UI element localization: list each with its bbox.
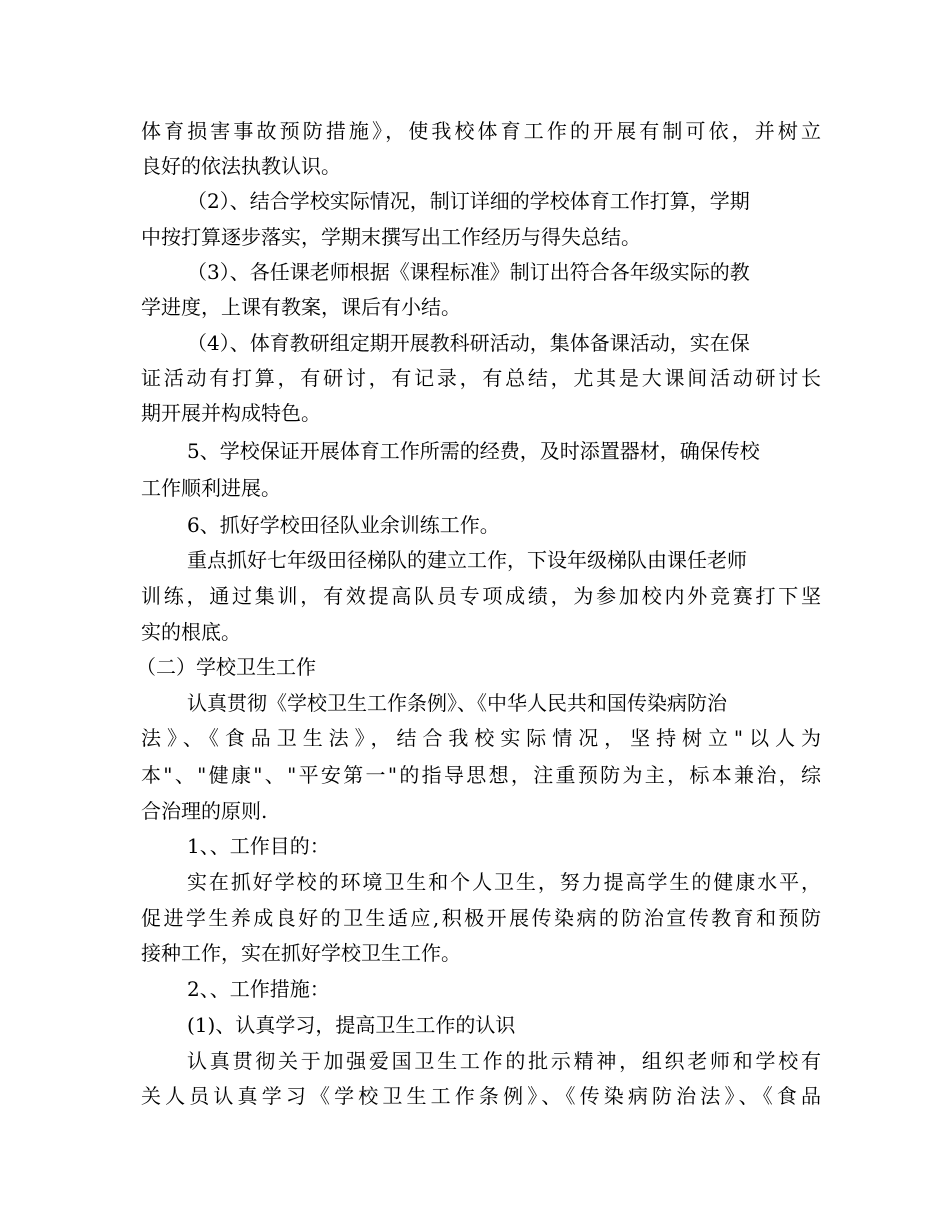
text-line: 本"、"健康"、"平安第一"的指导思想，注重预防为主，标本兼治，综 [141, 763, 821, 787]
text-line: (1)、认真学习，提高卫生工作的认识 [187, 1013, 516, 1037]
text-line: 期开展并构成特色。 [141, 401, 321, 425]
text-line: 合治理的原则. [141, 799, 268, 823]
text-line: 关人员认真学习《学校卫生工作条例》、《传染病防治法》、《食品 [141, 1084, 821, 1108]
text-line: 法》、《食品卫生法》，结合我校实际情况，坚持树立"以人为 [141, 726, 821, 750]
text-line: 良好的依法执教认识。 [141, 154, 341, 178]
text-line: （3）、各任课老师根据《课程标准》制订出符合各年级实际的教 [187, 260, 750, 284]
text-line: 1、、工作目的： [187, 834, 330, 858]
text-line: （4）、体育教研组定期开展教科研活动，集体备课活动，实在保 [187, 331, 750, 355]
text-line: 2、、工作措施： [187, 977, 330, 1001]
text-line: 训练，通过集训，有效提高队员专项成绩，为参加校内外竞赛打下坚 [141, 584, 821, 608]
text-line: 6、抓好学校田径队业余训练工作。 [187, 513, 500, 537]
text-line: 中按打算逐步落实，学期末撰写出工作经历与得失总结。 [141, 225, 641, 249]
text-line: 促进学生养成良好的卫生适应,积极开展传染病的防治宣传教育和预防 [141, 906, 821, 930]
text-line: 工作顺利进展。 [141, 476, 281, 500]
text-line: 认真贯彻《学校卫生工作条例》、《中华人民共和国传染病防治 [187, 691, 727, 715]
text-line: 实在抓好学校的环境卫生和个人卫生，努力提高学生的健康水平， [187, 870, 821, 894]
text-line: 重点抓好七年级田径梯队的建立工作，下设年级梯队由课任老师 [187, 548, 747, 572]
text-line: 接种工作，实在抓好学校卫生工作。 [141, 941, 461, 965]
text-line: 5、学校保证开展体育工作所需的经费，及时添置器材，确保传校 [187, 439, 760, 463]
text-line: 认真贯彻关于加强爱国卫生工作的批示精神，组织老师和学校有 [187, 1049, 821, 1073]
text-line: （2）、结合学校实际情况，制订详细的学校体育工作打算，学期 [187, 189, 750, 213]
text-line: 体育损害事故预防措施》，使我校体育工作的开展有制可依，并树立 [141, 119, 821, 143]
text-line: 实的根底。 [141, 620, 241, 644]
text-line: 学进度，上课有教案，课后有小结。 [141, 295, 461, 319]
section-heading: （二）学校卫生工作 [136, 655, 316, 679]
text-line: 证活动有打算，有研讨，有记录，有总结，尤其是大课间活动研讨长 [141, 366, 821, 390]
